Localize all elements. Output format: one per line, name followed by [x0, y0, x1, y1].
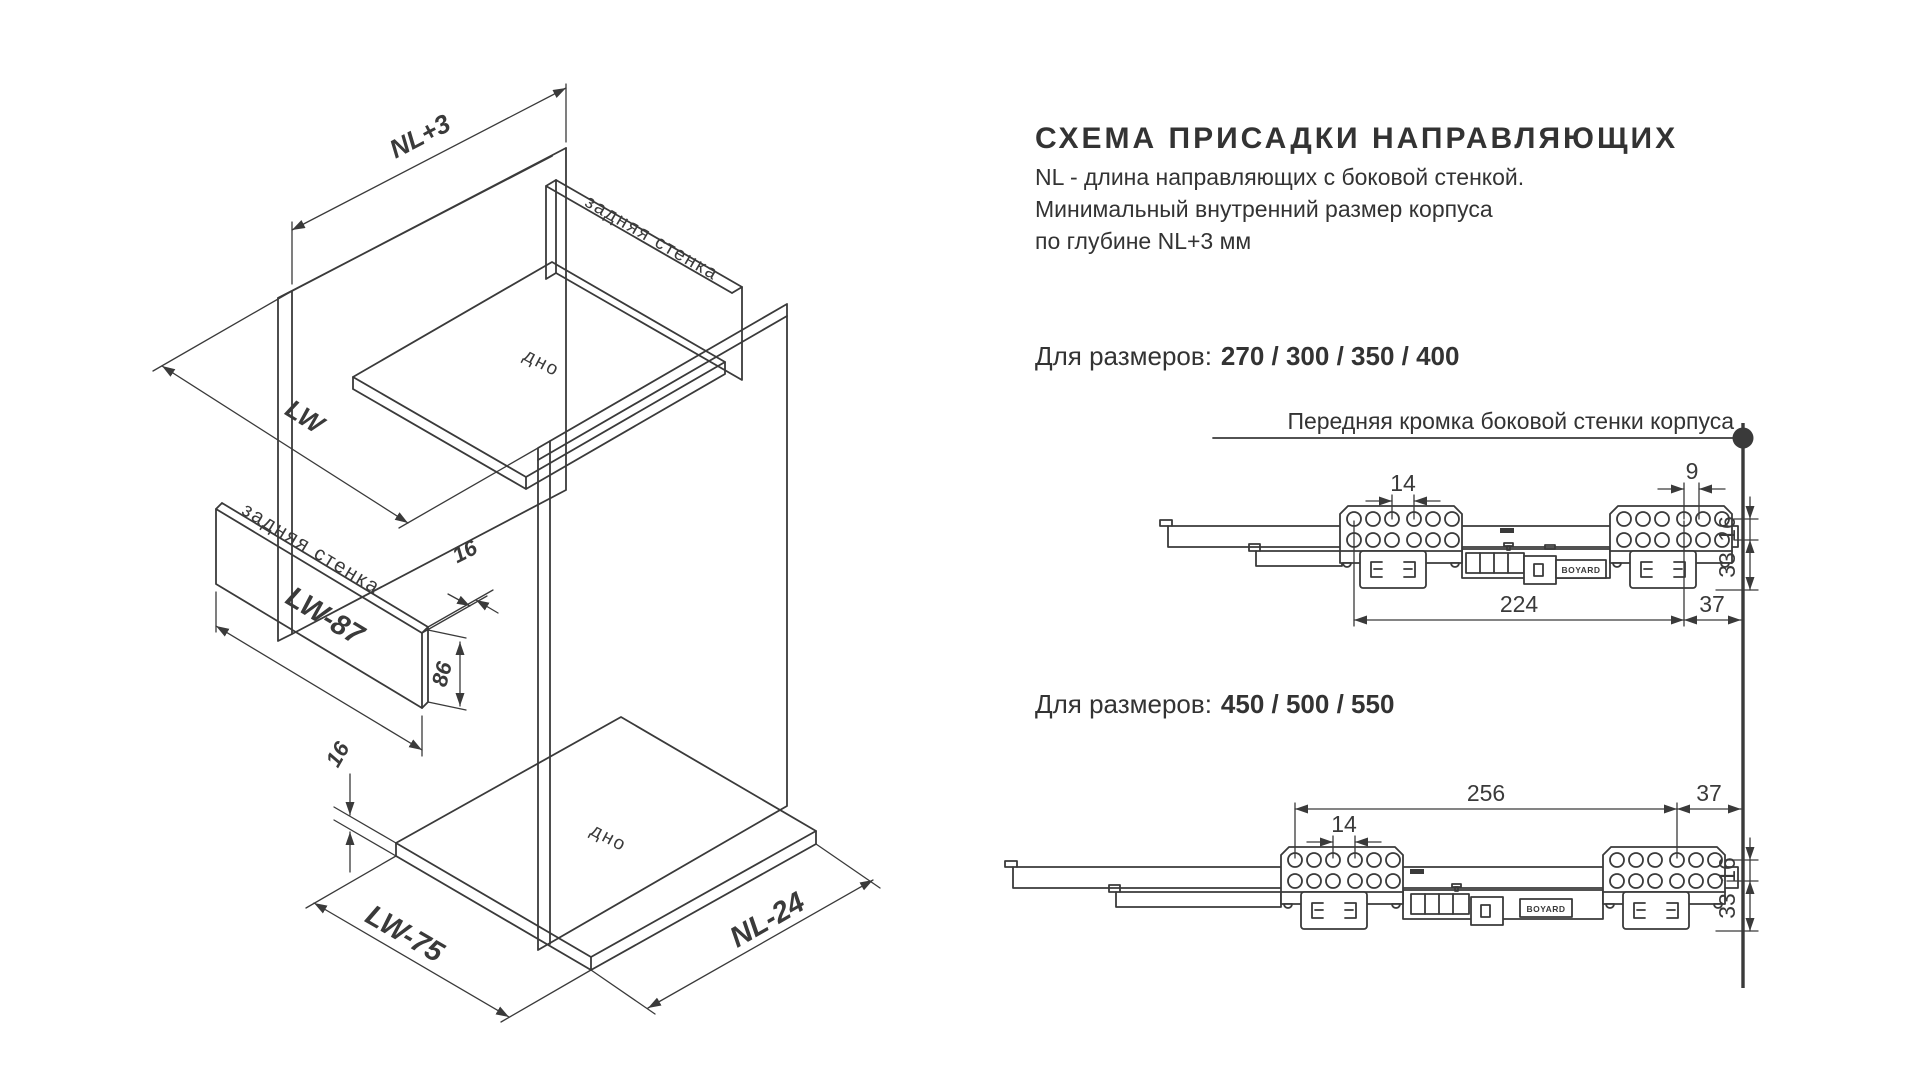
dim-37-label: 37 [1696, 780, 1722, 806]
iso-bottom-assembled [353, 262, 725, 489]
front-edge-label: Передняя кромка боковой стенки корпуса [1287, 408, 1734, 434]
iso-dim-lw [153, 291, 538, 528]
dim-33-label: 33 [1714, 552, 1740, 578]
brand-label: BOYARD [1561, 565, 1601, 575]
back-thickness-label: 16 [448, 534, 482, 569]
slide-diagram-2 [1005, 780, 1758, 931]
dim-9-label: 9 [1685, 458, 1699, 484]
intro-line-3: по глубине NL+3 мм [1035, 228, 1252, 254]
dim-16-label: 16 [1714, 857, 1740, 883]
lw87-dim-label: LW-87 [280, 580, 370, 652]
reference-dot-icon [1733, 428, 1754, 449]
lw-dim-label: LW [280, 393, 330, 440]
dim-16-label: 16 [1714, 516, 1740, 542]
iso-dim-back-thickness [422, 590, 498, 633]
dim-33-label: 33 [1714, 893, 1740, 919]
back-wall-piece-label: задняя стенка [237, 498, 385, 599]
mounting-block-front [1603, 847, 1725, 929]
nl3-dim-label: NL+3 [384, 107, 456, 165]
intro-text [1035, 161, 1524, 257]
bottom-piece-label: дно [586, 819, 631, 857]
intro-line-1: NL - длина направляющих с боковой стенкой. [1035, 164, 1525, 190]
page-title: СХЕМА ПРИСАДКИ НАПРАВЛЯЮЩИХ [1035, 122, 1679, 155]
sizes-prefix: Для размеров: [1035, 341, 1212, 371]
mounting-block-rear [1281, 847, 1403, 929]
dim-37-label: 37 [1699, 591, 1725, 617]
bottom-assembled-label: дно [519, 344, 564, 382]
dim-256-label: 256 [1466, 780, 1506, 806]
brand-label: BOYARD [1526, 904, 1566, 914]
bottom-thickness-label: 16 [320, 737, 355, 772]
intro-line-2: Минимальный внутренний размер корпуса [1035, 196, 1493, 222]
back-wall-assembled-label: задняя стенка [581, 191, 723, 286]
lw75-dim-label: LW-75 [359, 899, 450, 970]
dim-224-label: 224 [1499, 591, 1539, 617]
dim-14-label: 14 [1331, 811, 1357, 837]
slide-diagram-1 [1160, 458, 1758, 626]
dim-14-label: 14 [1390, 470, 1416, 496]
sizes-heading-2 [1035, 689, 1394, 720]
mounting-block-rear [1340, 506, 1462, 588]
iso-drawing [153, 84, 880, 1022]
iso-dim-bottom-thickness [334, 774, 396, 872]
sizes-prefix: Для размеров: [1035, 689, 1212, 719]
back-height-label: 86 [426, 658, 457, 690]
sizes-heading-1 [1035, 341, 1459, 372]
iso-dim-lw75 [306, 856, 591, 1022]
sizes-values: 270 / 300 / 350 / 400 [1220, 341, 1460, 371]
sizes-values: 450 / 500 / 550 [1220, 689, 1395, 719]
nl24-dim-label: NL-24 [724, 886, 811, 955]
iso-right-side-wall [538, 304, 787, 950]
